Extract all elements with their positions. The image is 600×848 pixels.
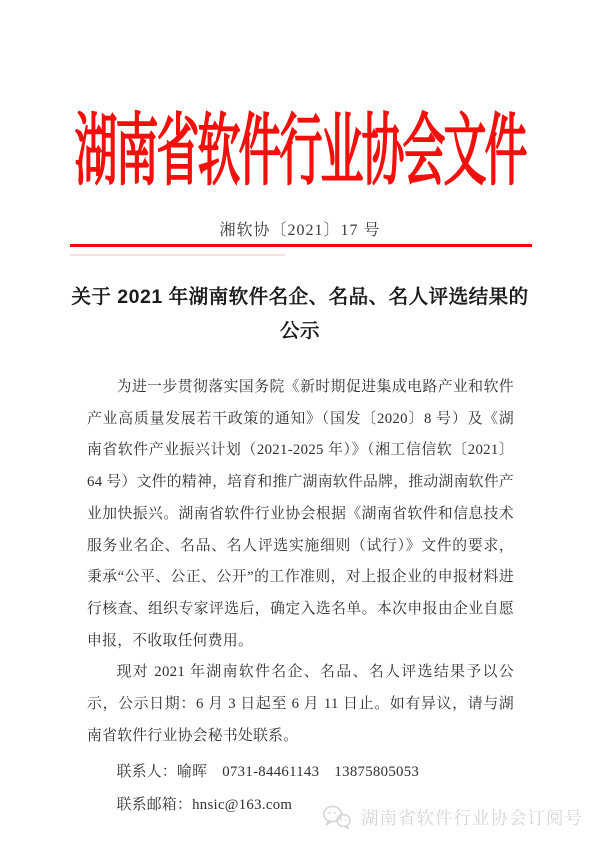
notice-heading-line2: 公示 [279, 320, 320, 342]
watermark-label: 湖南省软件行业协会订阅号 [361, 808, 583, 828]
body-text [87, 372, 514, 822]
document-title: 湖南省软件行业协会文件 [74, 110, 526, 196]
contact-email-line: 联系邮箱：hnsic@163.com [116, 797, 293, 814]
wechat-icon [321, 804, 352, 831]
notice-heading [60, 280, 540, 348]
red-divider-line [70, 244, 532, 247]
divider-shadow-artifact [70, 254, 285, 256]
doc-number: 湘软协〔2021〕17 号 [219, 222, 381, 239]
wechat-account-watermark [321, 804, 583, 831]
notice-heading-line1: 关于 2021 年湖南软件名企、名品、名人评选结果的 [71, 286, 529, 308]
paragraph-2: 现对 2021 年湖南软件名企、名品、名人评选结果予以公示，公示日期：6 月 3 日起至 6 月 11 日止。如有异议，请与湖南省软件行业协会秘书处联系。 [87, 664, 514, 744]
paragraph-1: 为进一步贯彻落实国务院《新时期促进集成电路产业和软件产业高质量发展若干政策的通知》（国发〔2020〕8 号）及《湖南省软件产业振兴计划（2021-2025 年）》（湘工信信软〔2021〕64 号）文件的精神，培育和推广湖南软件品牌，推动湖南软件产业加快振兴。湖南省软件行业协会根据《湖南省软件和信息技术服务业名企、名品、名人评选实施细则（试行）》文件的要求，秉承“公平、公正、公开”的工作准则，对上报企业的申报材料进行核查、组织专家评选后，确定入选名单。本次申报由企业自愿申报，不收取任何费用。 [87, 379, 515, 649]
red-header-banner [0, 110, 600, 198]
contact-person-line: 联系人：喻晖 0731-84461143 13875805053 [116, 764, 420, 781]
